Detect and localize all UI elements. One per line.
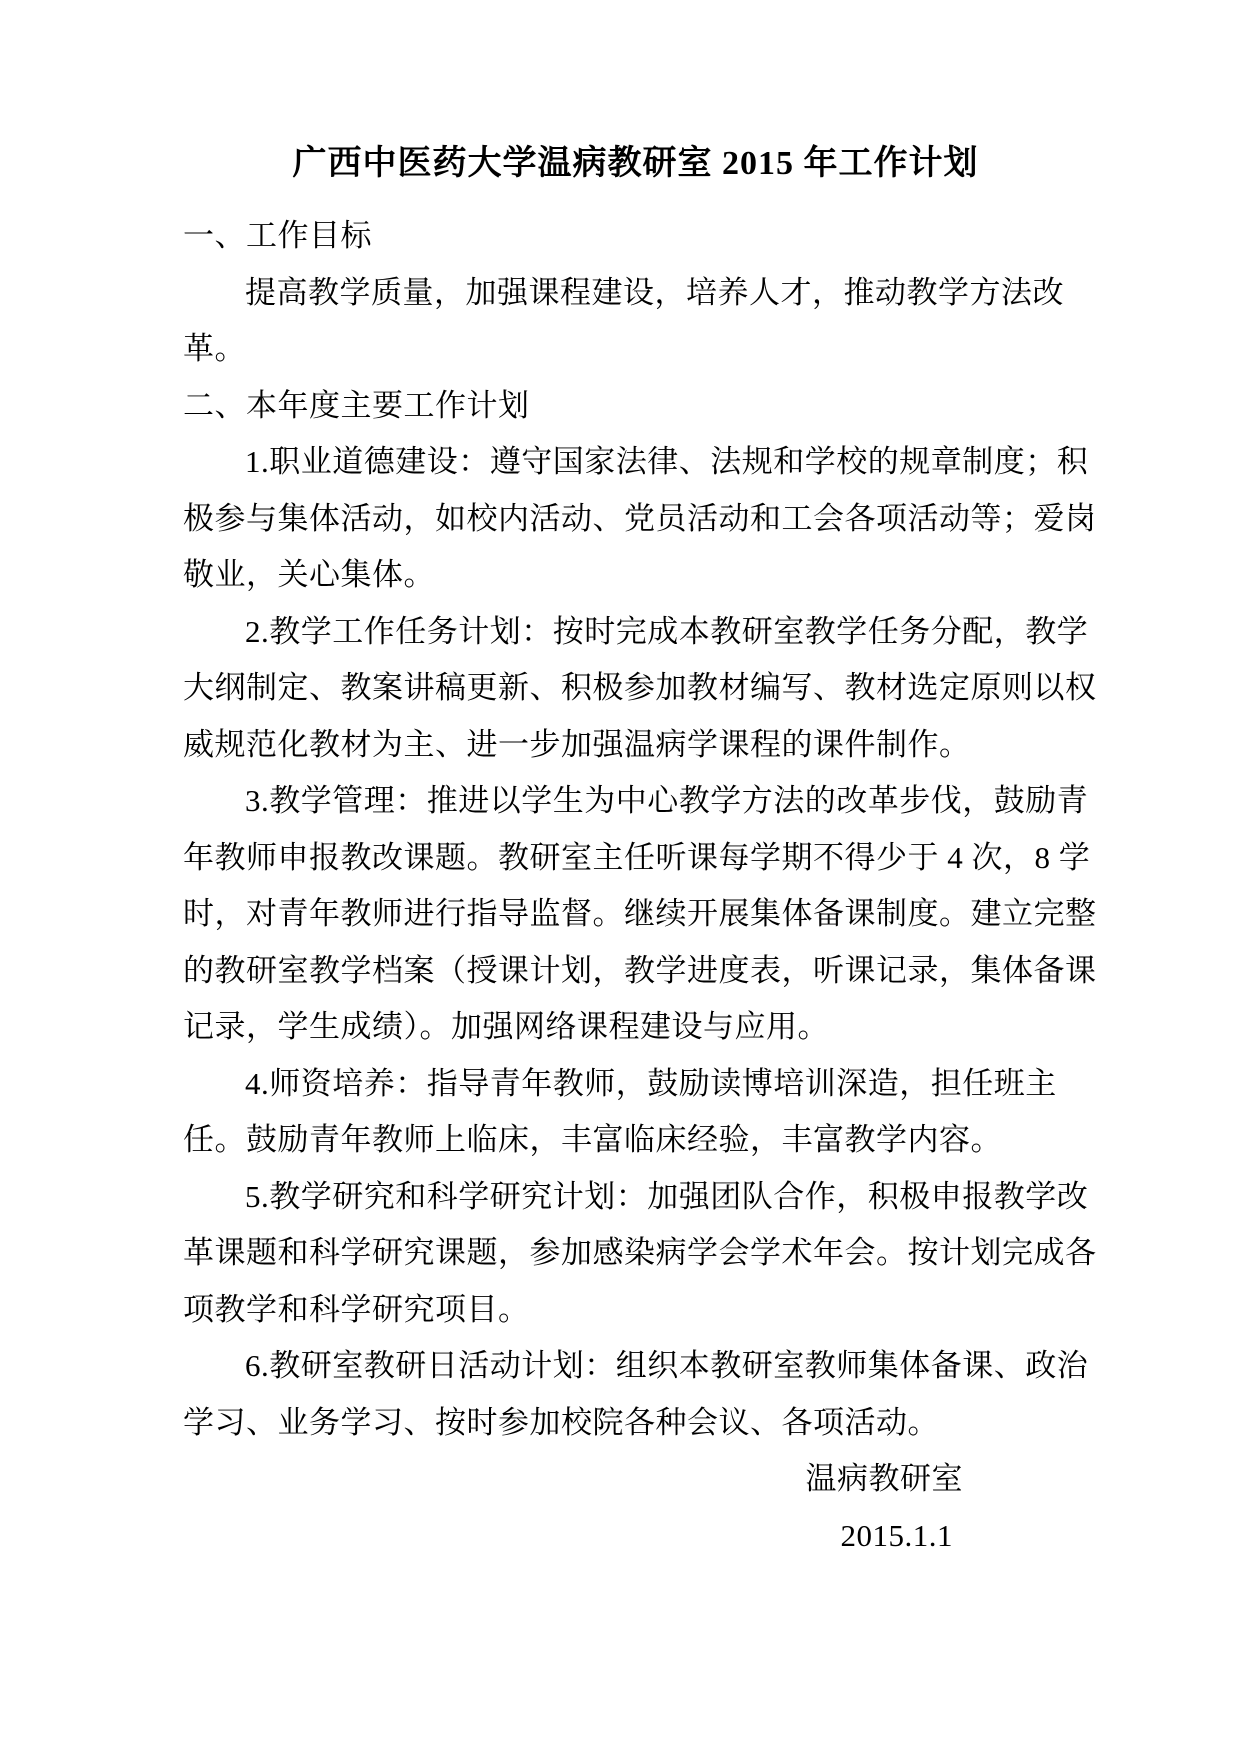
text-line: 5.教学研究和科学研究计划：加强团队合作，积极申报教学改 [245,1178,1089,1214]
text-line: 威规范化教材为主、进一步加强温病学课程的课件制作。 [183,726,971,762]
text-line: 革课题和科学研究课题，参加感染病学会学术年会。按计划完成各 [183,1235,1097,1270]
text-line: 任。鼓励青年教师上临床，丰富临床经验，丰富教学内容。 [183,1122,1002,1157]
signature-name: 温病教研室 [805,1461,963,1496]
text-line: 敬业，关心集体。 [183,557,435,592]
text-line: 大纲制定、教案讲稿更新、积极参加教材编写、教材选定原则以权 [183,670,1097,705]
text-line: 提高教学质量，加强课程建设，培养人才，推动教学方法改 [245,274,1064,310]
text-line: 极参与集体活动，如校内活动、党员活动和工会各项活动等；爱岗 [183,500,1097,536]
text-line: 年教师申报教改课题。教研室主任听课每学期不得少于 4 次，8 学 [183,839,1091,875]
text-line: 4.师资培养：指导青年教师，鼓励读博培训深造，担任班主 [245,1065,1057,1101]
text-line: 时，对青年教师进行指导监督。继续开展集体备课制度。建立完整 [183,896,1097,931]
signature-block [183,1451,1088,1564]
text-line: 1.职业道德建设：遵守国家法律、法规和学校的规章制度；积 [245,444,1089,479]
document-body [183,208,1097,1451]
signature-date: 2015.1.1 [840,1517,953,1553]
text-line: 二、本年度主要工作计划 [183,387,530,423]
text-line: 6.教研室教研日活动计划：组织本教研室教师集体备课、政治 [245,1348,1089,1383]
text-line: 项教学和科学研究项目。 [183,1291,530,1327]
text-line: 一、工作目标 [183,218,372,253]
text-line: 3.教学管理：推进以学生为中心教学方法的改革步伐，鼓励青 [245,783,1089,818]
document-title: 广西中医药大学温病教研室 2015 年工作计划 [292,145,979,182]
text-line: 的教研室教学档案（授课计划，教学进度表，听课记录，集体备课 [183,952,1097,988]
text-line: 记录，学生成绩）。加强网络课程建设与应用。 [183,1009,829,1044]
text-line: 革。 [183,331,246,366]
text-line: 学习、业务学习、按时参加校院各种会议、各项活动。 [183,1404,939,1440]
text-line: 2.教学工作任务计划：按时完成本教研室教学任务分配，教学 [245,613,1089,649]
